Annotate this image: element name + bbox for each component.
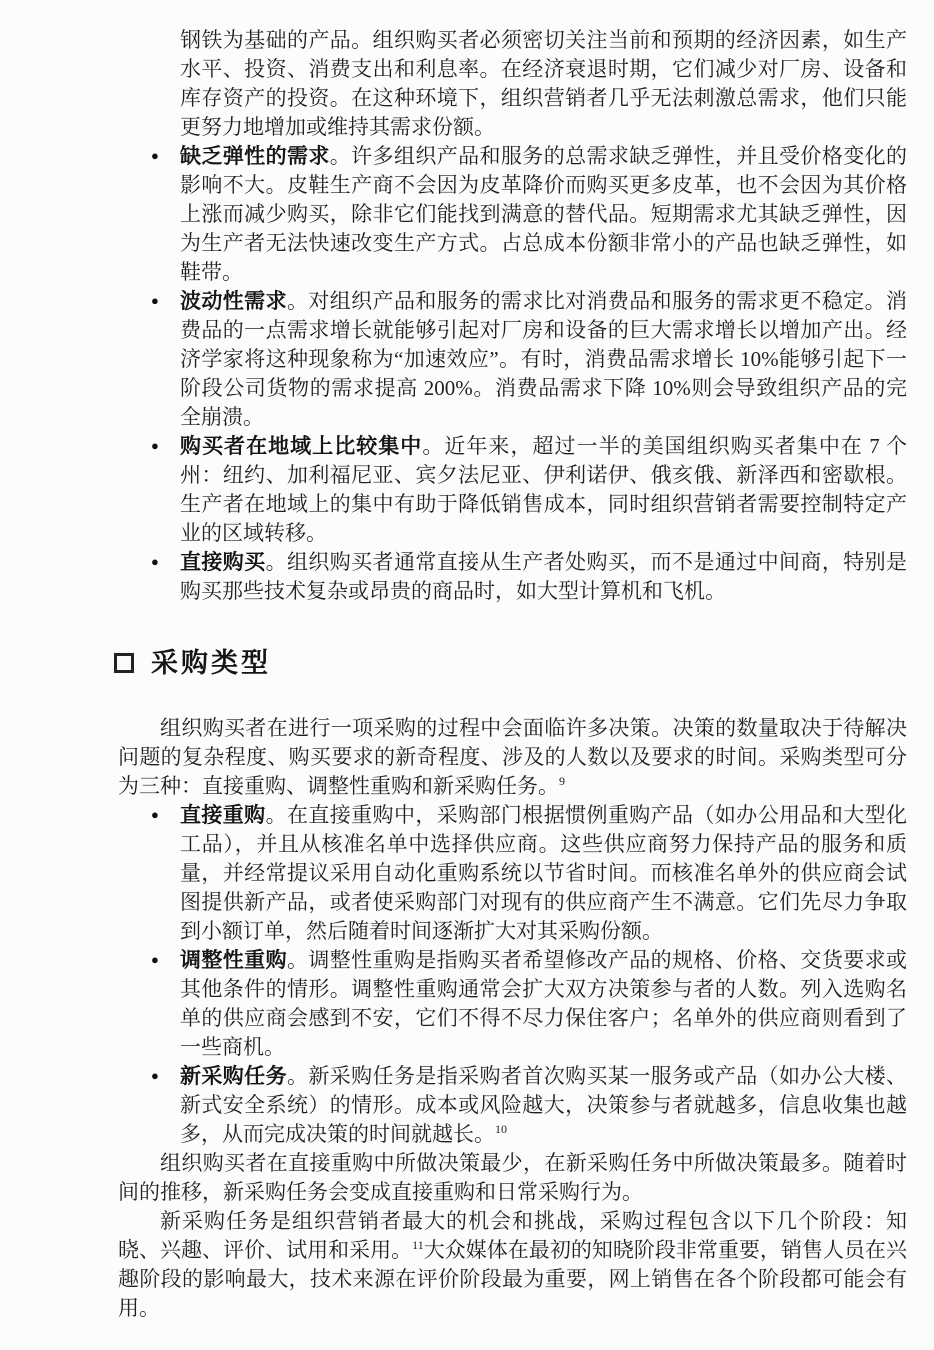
bullet-term: 直接重购 [180, 804, 266, 827]
square-marker-icon [114, 653, 134, 673]
bullet-dot-icon: ● [151, 148, 159, 163]
section-heading [114, 648, 907, 678]
bullet-text: 。对组织产品和服务的需求比对消费品和服务的需求更不稳定。消费品的一点需求增长就能够引起对厂房和设备的巨大需求增长以增加产出。经济学家将这种现象称为“加速效应”。有时，消费品需求增长 10%能够引起下一阶段公司货物的需求提高 200%。消费品需求下降 10%则会导致组织产品的完全崩溃。 [180, 289, 908, 429]
bullet-text: 。许多组织产品和服务的总需求缺乏弹性，并且受价格变化的影响不大。皮鞋生产商不会因为皮革降价而购买更多皮革，也不会因为其价格上涨而减少购买，除非它们能找到满意的替代品。短期需求尤其缺乏弹性，因为生产者无法快速改变生产方式。占总成本份额非常小的产品也缺乏弹性，如鞋带。 [180, 144, 908, 284]
bullet-term: 购买者在地域上比较集中 [180, 435, 423, 458]
bullet-term: 调整性重购 [180, 949, 287, 972]
bullet-term: 直接购买 [180, 551, 266, 574]
bullet-dot-icon: ● [151, 438, 159, 453]
bullet-dot-icon: ● [151, 554, 159, 569]
bullet-dot-icon: ● [151, 807, 159, 822]
bullet-dot-icon: ● [151, 293, 159, 308]
top-bullet-block [118, 26, 907, 606]
section-heading-title: 采购类型 [151, 648, 271, 678]
bullet-text: 。调整性重购是指购买者希望修改产品的规格、价格、交货要求或其他条件的情形。调整性重购通常会扩大双方决策参与者的人数。列入选购名单的供应商会感到不安，它们不得不尽力保住客户；名单外的供应商则看到了一些商机。 [180, 948, 908, 1059]
continuation-paragraph: 钢铁为基础的产品。组织购买者必须密切关注当前和预期的经济因素，如生产水平、投资、消费支出和利息率。在经济衰退时期，它们减少对厂房、设备和库存资产的投资。在这种环境下，组织营销者几乎无法刺激总需求，他们只能更努力地增加或维持其需求份额。 [180, 28, 907, 139]
list-item [151, 548, 907, 606]
bullet-dot-icon: ● [151, 952, 159, 967]
purchase-type-bullet-block [118, 801, 907, 1149]
bullet-text: 。组织购买者通常直接从生产者处购买，而不是通过中间商，特别是购买那些技术复杂或昂贵的商品时，如大型计算机和飞机。 [180, 550, 907, 603]
bullet-text: 。近年来，超过一半的美国组织购买者集中在 7 个州：纽约、加利福尼亚、宾夕法尼亚、伊利诺伊、俄亥俄、新泽西和密歇根。生产者在地域上的集中有助于降低销售成本，同时组织营销者需要控制特定产业的区域转移。 [180, 434, 908, 545]
bullet-term: 缺乏弹性的需求 [180, 145, 330, 168]
bullet-dot-icon: ● [151, 1068, 159, 1083]
list-item [151, 432, 908, 548]
closing-paragraph-2 [118, 1207, 907, 1323]
closing-paragraph-2-part2: 大众媒体在最初的知晓阶段非常重要，销售人员在兴趣阶段的影响最大，技术来源在评价阶段最为重要，网上销售在各个阶段都可能会有用。 [118, 1238, 908, 1320]
footnote-ref-9: 9 [559, 774, 565, 788]
bullet-text: 。新采购任务是指采购者首次购买某一服务或产品（如办公大楼、新式安全系统）的情形。成本或风险越大，决策参与者就越多，信息收集也越多，从而完成决策的时间就越长。 [180, 1064, 908, 1146]
list-item [151, 142, 908, 287]
bullet-term: 新采购任务 [180, 1065, 287, 1088]
section-intro-paragraph [118, 714, 907, 801]
bullet-text: 。在直接重购中，采购部门根据惯例重购产品（如办公用品和大型化工品），并且从核准名单中选择供应商。这些供应商努力保持产品的服务和质量，并经常提议采用自动化重购系统以节省时间。而核准名单外的供应商会试图提供新产品，或者使采购部门对现有的供应商产生不满意。它们先尽力争取到小额订单，然后随着时间逐渐扩大对其采购份额。 [180, 803, 907, 943]
closing-paragraph-2-part1: 新采购任务是组织营销者最大的机会和挑战，采购过程包含以下几个阶段：知晓、兴趣、评价、试用和采用。 [118, 1209, 907, 1262]
list-item [151, 801, 907, 946]
list-item [151, 287, 908, 432]
closing-paragraph-1: 组织购买者在直接重购中所做决策最少，在新采购任务中所做决策最多。随着时间的推移，新采购任务会变成直接重购和日常采购行为。 [118, 1151, 907, 1204]
intro-text: 组织购买者在进行一项采购的过程中会面临许多决策。决策的数量取决于待解决问题的复杂程度、购买要求的新奇程度、涉及的人数以及要求的时间。采购类型可分为三种：直接重购、调整性重购和新采购任务。 [118, 716, 907, 798]
footnote-ref-11: 11 [412, 1238, 424, 1252]
footnote-ref-10: 10 [495, 1122, 507, 1136]
list-item [151, 1062, 908, 1149]
bullet-term: 波动性需求 [180, 290, 287, 313]
list-item [151, 946, 908, 1062]
